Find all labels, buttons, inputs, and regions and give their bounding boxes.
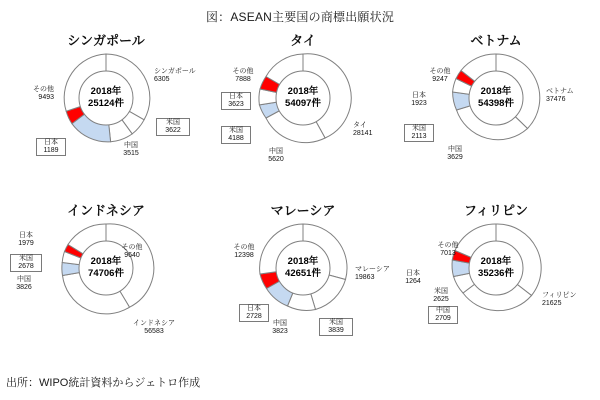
label-philippines: フィリピン 21625 <box>542 292 577 308</box>
label-other: その他 9640 <box>121 244 143 260</box>
label-japan: 日本 3623 <box>221 92 251 110</box>
donut-singapore <box>56 48 156 148</box>
center-count: 54097件 <box>285 98 321 109</box>
chart-vietnam <box>396 30 596 190</box>
label-usa: 米国 2113 <box>404 124 434 142</box>
label-japan: 日本 1979 <box>18 232 34 248</box>
label-usa: 米国 3839 <box>319 318 353 336</box>
donut-philippines <box>446 218 546 318</box>
chart-title: ベトナム <box>470 33 522 48</box>
donut-svg <box>253 48 353 148</box>
label-malaysia: マレーシア 19863 <box>355 266 390 282</box>
center-count: 35236件 <box>478 268 514 279</box>
center-year: 2018年 <box>287 256 319 268</box>
center-count: 25124件 <box>88 98 124 109</box>
chart-title: シンガポール <box>67 33 145 48</box>
label-usa: 米国 2625 <box>433 288 449 304</box>
label-china: 中国 3826 <box>16 276 32 292</box>
label-other: その他 7888 <box>232 68 254 84</box>
chart-title: マレーシア <box>270 203 336 218</box>
donut-malaysia <box>253 218 353 318</box>
center-year: 2018年 <box>90 256 122 268</box>
chart-title: インドネシア <box>67 203 145 218</box>
donut-hole <box>79 71 133 125</box>
label-japan: 日本 1923 <box>411 92 427 108</box>
donut-thailand <box>253 48 353 148</box>
label-indonesia: インドネシア 56583 <box>133 320 175 336</box>
label-singapore: シンガポール 6305 <box>154 68 196 84</box>
donut-indonesia <box>56 218 156 318</box>
chart-philippines <box>396 200 596 360</box>
center-count: 42651件 <box>285 268 321 279</box>
donut-svg <box>446 48 546 148</box>
center-count: 74706件 <box>88 268 124 279</box>
label-usa: 米国 2678 <box>10 254 42 272</box>
label-other: その他 12398 <box>233 244 255 260</box>
donut-hole <box>469 241 523 295</box>
center-year: 2018年 <box>480 86 512 98</box>
chart-title: フィリピン <box>464 203 528 218</box>
label-china: 中国 3629 <box>447 146 463 162</box>
label-china: 中国 3515 <box>123 142 139 158</box>
label-vietnam: ベトナム 37476 <box>546 88 574 104</box>
label-china: 中国 2709 <box>428 306 458 324</box>
label-thailand: タイ 28141 <box>353 122 373 138</box>
chart-indonesia <box>6 200 206 360</box>
donut-svg <box>446 218 546 318</box>
label-japan: 日本 2728 <box>239 304 269 322</box>
donut-vietnam <box>446 48 546 148</box>
chart-singapore <box>6 30 206 190</box>
donut-svg <box>253 218 353 318</box>
donut-svg <box>56 48 156 148</box>
label-china: 中国 3823 <box>272 320 288 336</box>
center-year: 2018年 <box>90 86 122 98</box>
center-year: 2018年 <box>480 256 512 268</box>
label-china: 中国 5620 <box>268 148 284 164</box>
center-count: 54398件 <box>478 98 514 109</box>
label-japan: 日本 1189 <box>36 138 66 156</box>
donut-svg <box>56 218 156 318</box>
donut-hole <box>276 241 330 295</box>
chart-thailand <box>203 30 403 190</box>
label-japan: 日本 1264 <box>405 270 421 286</box>
chart-title: タイ <box>290 33 316 48</box>
donut-hole <box>469 71 523 125</box>
label-usa: 米国 3622 <box>156 118 190 136</box>
label-other: その他 9493 <box>33 86 54 102</box>
source-note: 出所：WIPO統計資料からジェトロ作成 <box>6 377 201 389</box>
page-title: 図：ASEAN主要国の商標出願状況 <box>205 10 395 24</box>
label-other: その他 9247 <box>429 68 451 84</box>
center-year: 2018年 <box>287 86 319 98</box>
chart-malaysia <box>203 200 403 360</box>
donut-hole <box>276 71 330 125</box>
label-other: その他 7013 <box>437 242 459 258</box>
label-usa: 米国 4188 <box>221 126 251 144</box>
